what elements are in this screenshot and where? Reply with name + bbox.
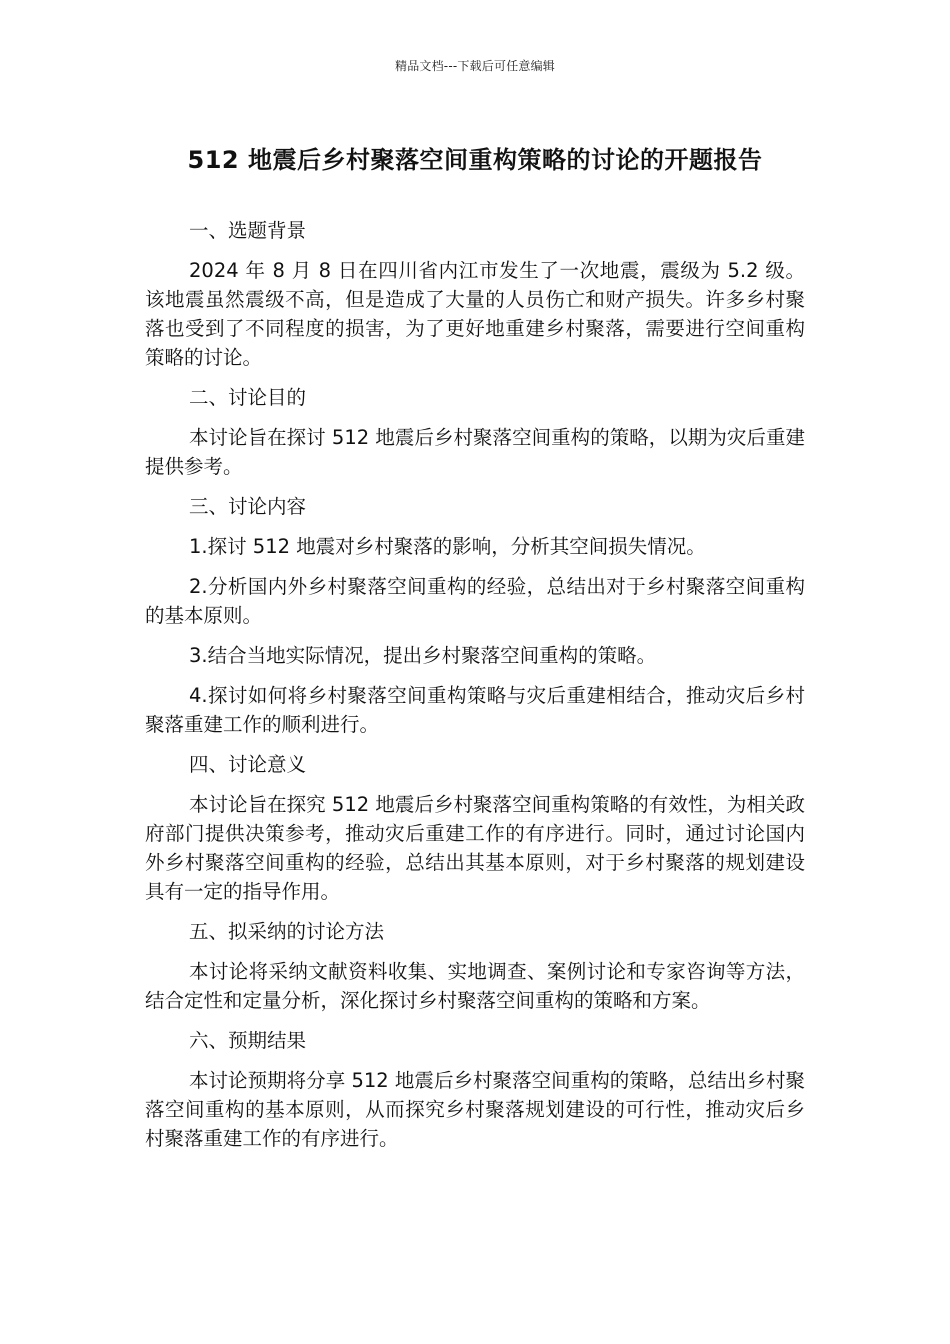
paragraph: 本讨论旨在探究 512 地震后乡村聚落空间重构策略的有效性，为相关政府部门提供决策参考，推动灾后重建工作的有序进行。同时，通过讨论国内外乡村聚落空间重构的经验，总结出其基本原则，对于乡村聚落的规划建设具有一定的指导作用。 xyxy=(145,793,805,903)
list-item: 4.探讨如何将乡村聚落空间重构策略与灾后重建相结合，推动灾后乡村聚落重建工作的顺利进行。 xyxy=(145,684,805,736)
section-significance xyxy=(145,750,805,906)
list-item: 2.分析国内外乡村聚落空间重构的经验，总结出对于乡村聚落空间重构的基本原则。 xyxy=(145,575,805,627)
header-note: 精品文档---下载后可任意编辑 xyxy=(395,59,555,73)
section-purpose xyxy=(145,383,805,481)
section-heading: 二、讨论目的 xyxy=(189,386,307,409)
paragraph: 本讨论旨在探讨 512 地震后乡村聚落空间重构的策略，以期为灾后重建提供参考。 xyxy=(145,426,805,478)
section-heading: 四、讨论意义 xyxy=(189,753,307,776)
list-item: 3.结合当地实际情况，提出乡村聚落空间重构的策略。 xyxy=(189,644,657,667)
section-content xyxy=(145,492,805,739)
section-background xyxy=(145,216,805,372)
section-heading: 三、讨论内容 xyxy=(189,495,307,518)
section-methods xyxy=(145,917,805,1015)
section-expected-results xyxy=(145,1026,805,1153)
document-body xyxy=(145,216,805,1164)
list-item: 1.探讨 512 地震对乡村聚落的影响，分析其空间损失情况。 xyxy=(189,535,706,558)
document-title: 512 地震后乡村聚落空间重构策略的讨论的开题报告 xyxy=(187,146,763,174)
paragraph: 本讨论预期将分享 512 地震后乡村聚落空间重构的策略，总结出乡村聚落空间重构的基本原则，从而探究乡村聚落规划建设的可行性，推动灾后乡村聚落重建工作的有序进行。 xyxy=(145,1069,805,1150)
paragraph: 本讨论将采纳文献资料收集、实地调查、案例讨论和专家咨询等方法，结合定性和定量分析，深化探讨乡村聚落空间重构的策略和方案。 xyxy=(145,960,805,1012)
section-heading: 五、拟采纳的讨论方法 xyxy=(189,920,385,943)
section-heading: 六、预期结果 xyxy=(189,1029,307,1052)
paragraph: 2024 年 8 月 8 日在四川省内江市发生了一次地震，震级为 5.2 级。该地震虽然震级不高，但是造成了大量的人员伤亡和财产损失。许多乡村聚落也受到了不同程度的损害，为了更好地重建乡村聚落，需要进行空间重构策略的讨论。 xyxy=(145,259,805,369)
section-heading: 一、选题背景 xyxy=(189,219,307,242)
